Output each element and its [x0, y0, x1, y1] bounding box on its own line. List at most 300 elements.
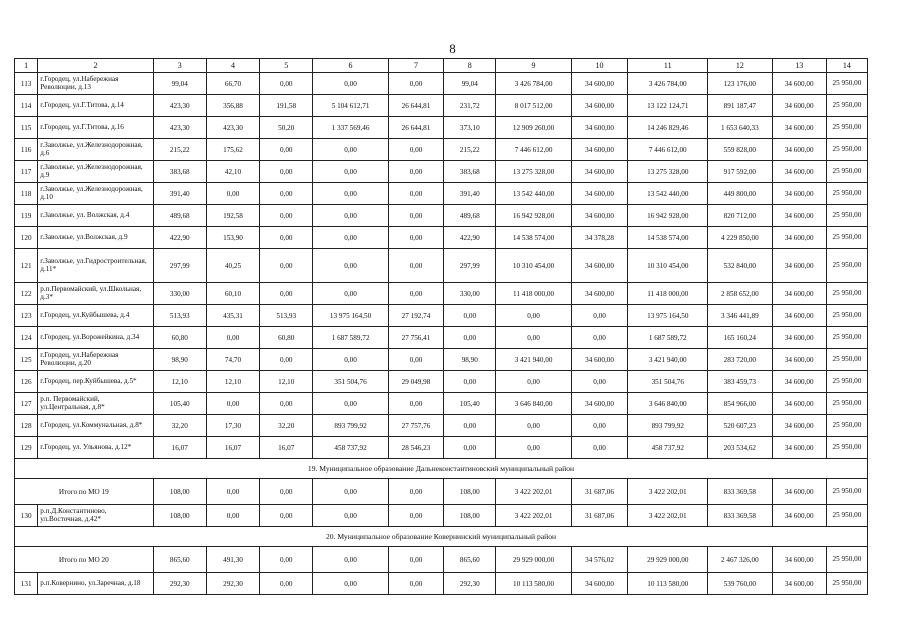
table-cell: 34 600,00	[772, 139, 826, 161]
total-label: Итого по МО 19	[15, 479, 154, 505]
address-cell: г.Городец, ул.Коммунальная, д.8*	[38, 415, 153, 437]
table-cell: 3 421 940,00	[496, 349, 571, 371]
column-header: 6	[313, 59, 388, 73]
table-cell: 108,00	[444, 479, 496, 505]
table-cell: 25 950,00	[826, 349, 867, 371]
table-cell: 0,00	[571, 371, 628, 393]
table-cell: 0,00	[313, 393, 388, 415]
table-cell: 0,00	[313, 249, 388, 283]
table-cell: 10 310 454,00	[628, 249, 708, 283]
table-cell: 3 421 940,00	[628, 349, 708, 371]
table-cell: 25 950,00	[826, 73, 867, 95]
table-cell: 105,40	[153, 393, 206, 415]
table-cell: 3 422 202,01	[496, 479, 571, 505]
table-cell: 423,30	[153, 117, 206, 139]
table-cell: 0,00	[260, 547, 313, 573]
address-cell: р.п.Первомайский, ул.Школьная, д.3*	[38, 283, 153, 305]
address-cell: г.Заволжье, ул.Гидростроительная, д.11*	[38, 249, 153, 283]
address-cell: г.Городец, ул. Ульянова, д.12*	[38, 437, 153, 459]
table-row	[15, 161, 868, 183]
column-header: 5	[260, 59, 313, 73]
table-cell: 0,00	[388, 547, 443, 573]
table-cell: 559 828,00	[708, 139, 772, 161]
table-cell: 0,00	[388, 227, 443, 249]
row-number: 115	[15, 117, 38, 139]
table-cell: 1 687 589,72	[313, 327, 388, 349]
table-cell: 0,00	[206, 327, 259, 349]
table-row	[15, 371, 868, 393]
row-number: 130	[15, 505, 38, 527]
address-cell: г.Заволжье, ул.Железнодорожная, д.6	[38, 139, 153, 161]
table-cell: 34 600,00	[772, 349, 826, 371]
table-cell: 0,00	[571, 327, 628, 349]
table-cell: 34 600,00	[571, 283, 628, 305]
table-cell: 491,30	[206, 547, 259, 573]
table-cell: 192,58	[206, 205, 259, 227]
table-cell: 0,00	[496, 437, 571, 459]
table-cell: 292,30	[206, 573, 259, 595]
table-cell: 0,00	[313, 349, 388, 371]
row-number: 122	[15, 283, 38, 305]
table-cell: 13 275 328,00	[628, 161, 708, 183]
table-cell: 423,30	[206, 117, 259, 139]
table-cell: 66,70	[206, 73, 259, 95]
table-cell: 423,30	[153, 95, 206, 117]
table-cell: 1 653 640,33	[708, 117, 772, 139]
table-cell: 3 646 840,00	[628, 393, 708, 415]
table-cell: 0,00	[388, 161, 443, 183]
table-row	[15, 505, 868, 527]
column-header: 12	[708, 59, 772, 73]
table-cell: 34 600,00	[772, 393, 826, 415]
table-cell: 532 840,00	[708, 249, 772, 283]
column-header: 9	[496, 59, 571, 73]
table-cell: 16,07	[206, 437, 259, 459]
table-cell: 10 113 580,00	[496, 573, 571, 595]
table-cell: 7 446 612,00	[496, 139, 571, 161]
address-cell: г.Заволжье, ул.Железнодорожная, д.10	[38, 183, 153, 205]
address-cell: г.Городец, ул.Г.Титова, д.14	[38, 95, 153, 117]
row-number: 123	[15, 305, 38, 327]
table-cell: 0,00	[260, 183, 313, 205]
table-cell: 31 687,06	[571, 479, 628, 505]
table-cell: 34 600,00	[772, 415, 826, 437]
table-cell: 34 600,00	[772, 227, 826, 249]
table-cell: 25 950,00	[826, 479, 867, 505]
table-cell: 0,00	[496, 415, 571, 437]
table-cell: 25 950,00	[826, 183, 867, 205]
table-cell: 34 600,00	[772, 505, 826, 527]
table-cell: 29 929 000,00	[496, 547, 571, 573]
table-cell: 0,00	[313, 183, 388, 205]
table-cell: 0,00	[313, 227, 388, 249]
address-cell: г.Городец, пер.Куйбышева, д.5*	[38, 371, 153, 393]
table-cell: 11 418 000,00	[496, 283, 571, 305]
table-cell: 108,00	[153, 479, 206, 505]
table-cell: 25 950,00	[826, 227, 867, 249]
table-cell: 0,00	[260, 249, 313, 283]
table-cell: 0,00	[260, 161, 313, 183]
row-number: 117	[15, 161, 38, 183]
column-header: 3	[153, 59, 206, 73]
table-cell: 833 369,58	[708, 479, 772, 505]
address-cell: г.Городец, ул.Куйбышева, д.4	[38, 305, 153, 327]
table-cell: 0,00	[444, 437, 496, 459]
table-cell: 854 966,00	[708, 393, 772, 415]
table-cell: 99,04	[153, 73, 206, 95]
table-cell: 0,00	[444, 327, 496, 349]
table-cell: 74,70	[206, 349, 259, 371]
table-cell: 865,60	[153, 547, 206, 573]
address-cell: г.Заволжье, ул. Волжская, д.4	[38, 205, 153, 227]
row-number: 131	[15, 573, 38, 595]
table-cell: 25 950,00	[826, 415, 867, 437]
table-cell: 34 600,00	[772, 283, 826, 305]
table-cell: 13 122 124,71	[628, 95, 708, 117]
table-cell: 383,68	[153, 161, 206, 183]
column-header: 10	[571, 59, 628, 73]
table-row	[15, 73, 868, 95]
table-cell: 422,90	[153, 227, 206, 249]
table-cell: 34 600,00	[772, 117, 826, 139]
table-cell: 108,00	[153, 505, 206, 527]
address-cell: г.Городец, ул.Г.Титова, д.16	[38, 117, 153, 139]
table-cell: 25 950,00	[826, 547, 867, 573]
table-cell: 34 600,00	[571, 205, 628, 227]
table-cell: 25 950,00	[826, 283, 867, 305]
table-cell: 1 337 569,46	[313, 117, 388, 139]
address-cell: г.Заволжье, ул.Волжская, д.9	[38, 227, 153, 249]
column-header: 13	[772, 59, 826, 73]
table-cell: 2 467 326,00	[708, 547, 772, 573]
table-cell: 292,30	[153, 573, 206, 595]
table-cell: 34 600,00	[772, 161, 826, 183]
table-cell: 330,00	[153, 283, 206, 305]
table-cell: 31 687,06	[571, 505, 628, 527]
table-cell: 0,00	[313, 573, 388, 595]
column-header: 4	[206, 59, 259, 73]
table-cell: 12,10	[206, 371, 259, 393]
address-cell: г.Городец, ул.Набережная Революции, д.20	[38, 349, 153, 371]
table-row	[15, 205, 868, 227]
table-cell: 8 017 512,00	[496, 95, 571, 117]
column-header: 11	[628, 59, 708, 73]
table-cell: 60,10	[206, 283, 259, 305]
table-cell: 3 426 784,00	[496, 73, 571, 95]
table-cell: 34 600,00	[571, 139, 628, 161]
table-cell: 0,00	[260, 205, 313, 227]
row-number: 121	[15, 249, 38, 283]
table-cell: 820 712,00	[708, 205, 772, 227]
table-cell: 391,40	[444, 183, 496, 205]
table-cell: 175,62	[206, 139, 259, 161]
table-cell: 0,00	[496, 371, 571, 393]
table-cell: 351 504,76	[628, 371, 708, 393]
column-header: 8	[444, 59, 496, 73]
table-cell: 60,80	[153, 327, 206, 349]
table-cell: 7 446 612,00	[628, 139, 708, 161]
table-cell: 98,90	[444, 349, 496, 371]
table-cell: 0,00	[496, 305, 571, 327]
table-cell: 0,00	[444, 305, 496, 327]
row-number: 119	[15, 205, 38, 227]
table-cell: 25 950,00	[826, 573, 867, 595]
table-cell: 25 950,00	[826, 393, 867, 415]
table-cell: 98,90	[153, 349, 206, 371]
table-cell: 12,10	[260, 371, 313, 393]
section-header-row	[15, 527, 868, 547]
table-cell: 34 600,00	[772, 73, 826, 95]
housing-table	[14, 58, 868, 595]
table-cell: 391,40	[153, 183, 206, 205]
table-cell: 351 504,76	[313, 371, 388, 393]
column-header: 1	[15, 59, 38, 73]
table-cell: 893 799,92	[628, 415, 708, 437]
table-cell: 16 942 928,00	[496, 205, 571, 227]
table-cell: 50,20	[260, 117, 313, 139]
table-cell: 0,00	[388, 183, 443, 205]
table-cell: 16,07	[153, 437, 206, 459]
table-cell: 422,90	[444, 227, 496, 249]
table-cell: 34 600,00	[772, 95, 826, 117]
table-cell: 513,93	[260, 305, 313, 327]
table-cell: 0,00	[313, 547, 388, 573]
table-row	[15, 437, 868, 459]
table-row	[15, 327, 868, 349]
column-header: 14	[826, 59, 867, 73]
table-row	[15, 283, 868, 305]
table-cell: 458 737,92	[313, 437, 388, 459]
table-cell: 34 600,00	[571, 573, 628, 595]
table-cell: 13 975 164,50	[313, 305, 388, 327]
table-cell: 25 950,00	[826, 117, 867, 139]
row-number: 128	[15, 415, 38, 437]
table-row	[15, 227, 868, 249]
table-cell: 108,00	[444, 505, 496, 527]
row-number: 114	[15, 95, 38, 117]
table-cell: 2 858 652,00	[708, 283, 772, 305]
table-cell: 34 600,00	[772, 479, 826, 505]
table-cell: 25 950,00	[826, 305, 867, 327]
table-cell: 0,00	[496, 327, 571, 349]
table-cell: 29 049,98	[388, 371, 443, 393]
table-cell: 11 418 000,00	[628, 283, 708, 305]
column-header-row	[15, 59, 868, 73]
table-cell: 34 600,00	[772, 249, 826, 283]
table-cell: 215,22	[153, 139, 206, 161]
table-cell: 153,90	[206, 227, 259, 249]
table-cell: 893 799,92	[313, 415, 388, 437]
address-cell: г.Городец, ул.Ворожейкина, д.34	[38, 327, 153, 349]
table-cell: 25 950,00	[826, 327, 867, 349]
table-cell: 283 720,00	[708, 349, 772, 371]
table-cell: 0,00	[388, 205, 443, 227]
table-cell: 0,00	[388, 73, 443, 95]
table-cell: 34 600,00	[571, 349, 628, 371]
table-cell: 0,00	[388, 139, 443, 161]
table-cell: 917 592,00	[708, 161, 772, 183]
table-row	[15, 415, 868, 437]
table-cell: 0,00	[313, 479, 388, 505]
table-cell: 32,20	[260, 415, 313, 437]
table-cell: 10 113 580,00	[628, 573, 708, 595]
table-cell: 16,07	[260, 437, 313, 459]
table-cell: 489,68	[153, 205, 206, 227]
table-cell: 0,00	[388, 249, 443, 283]
table-cell: 0,00	[313, 283, 388, 305]
table-cell: 34 600,00	[571, 249, 628, 283]
table-cell: 0,00	[388, 573, 443, 595]
table-cell: 99,04	[444, 73, 496, 95]
table-cell: 27 192,74	[388, 305, 443, 327]
table-cell: 0,00	[388, 283, 443, 305]
table-row	[15, 573, 868, 595]
table-cell: 34 600,00	[571, 161, 628, 183]
table-cell: 0,00	[313, 205, 388, 227]
table-cell: 865,60	[444, 547, 496, 573]
table-row	[15, 305, 868, 327]
table-cell: 3 422 202,01	[496, 505, 571, 527]
table-row	[15, 117, 868, 139]
table-row	[15, 95, 868, 117]
table-row	[15, 349, 868, 371]
table-cell: 489,68	[444, 205, 496, 227]
table-cell: 32,20	[153, 415, 206, 437]
table-cell: 0,00	[571, 305, 628, 327]
table-cell: 0,00	[444, 371, 496, 393]
table-cell: 0,00	[260, 479, 313, 505]
table-cell: 0,00	[444, 415, 496, 437]
table-cell: 34 600,00	[772, 437, 826, 459]
row-number: 129	[15, 437, 38, 459]
table-cell: 34 600,00	[772, 371, 826, 393]
address-cell: р.п.Д.Константиново, ул.Восточная, д.42*	[38, 505, 153, 527]
table-cell: 13 542 440,00	[496, 183, 571, 205]
table-cell: 0,00	[313, 73, 388, 95]
section-title: 19. Муниципальное образование Дальнеконстантиновский муниципальный район	[15, 459, 868, 479]
table-cell: 25 950,00	[826, 205, 867, 227]
table-cell: 165 160,24	[708, 327, 772, 349]
table-cell: 231,72	[444, 95, 496, 117]
row-number: 124	[15, 327, 38, 349]
table-cell: 34 600,00	[772, 327, 826, 349]
table-cell: 25 950,00	[826, 437, 867, 459]
table-cell: 34 600,00	[571, 73, 628, 95]
table-cell: 14 538 574,00	[496, 227, 571, 249]
table-cell: 215,22	[444, 139, 496, 161]
table-cell: 0,00	[313, 139, 388, 161]
table-cell: 0,00	[206, 393, 259, 415]
address-cell: р.п. Первомайский, ул.Центральная, д.8*	[38, 393, 153, 415]
table-cell: 203 534,62	[708, 437, 772, 459]
table-cell: 12 909 260,00	[496, 117, 571, 139]
table-cell: 25 950,00	[826, 139, 867, 161]
table-cell: 0,00	[206, 183, 259, 205]
table-cell: 13 542 440,00	[628, 183, 708, 205]
table-cell: 297,99	[444, 249, 496, 283]
table-cell: 27 756,41	[388, 327, 443, 349]
table-cell: 4 229 850,00	[708, 227, 772, 249]
table-cell: 513,93	[153, 305, 206, 327]
table-cell: 3 422 202,01	[628, 479, 708, 505]
table-cell: 26 644,81	[388, 117, 443, 139]
table-cell: 34 600,00	[571, 117, 628, 139]
row-number: 120	[15, 227, 38, 249]
table-cell: 458 737,92	[628, 437, 708, 459]
table-cell: 297,99	[153, 249, 206, 283]
table-cell: 14 246 829,46	[628, 117, 708, 139]
table-cell: 123 176,00	[708, 73, 772, 95]
table-cell: 0,00	[571, 415, 628, 437]
table-cell: 833 369,58	[708, 505, 772, 527]
table-cell: 34 600,00	[772, 573, 826, 595]
row-number: 116	[15, 139, 38, 161]
table-cell: 449 800,00	[708, 183, 772, 205]
table-cell: 292,30	[444, 573, 496, 595]
table-row	[15, 249, 868, 283]
table-cell: 34 600,00	[772, 547, 826, 573]
table-cell: 1 687 589,72	[628, 327, 708, 349]
address-cell: г.Городец, ул.Набережная Революции, д.13	[38, 73, 153, 95]
table-cell: 13 275 328,00	[496, 161, 571, 183]
row-number: 127	[15, 393, 38, 415]
table-cell: 0,00	[206, 479, 259, 505]
table-cell: 34 600,00	[772, 183, 826, 205]
table-cell: 40,25	[206, 249, 259, 283]
table-cell: 25 950,00	[826, 161, 867, 183]
table-cell: 17,30	[206, 415, 259, 437]
table-cell: 0,00	[260, 393, 313, 415]
table-row	[15, 183, 868, 205]
table-cell: 0,00	[260, 73, 313, 95]
table-row	[15, 393, 868, 415]
address-cell: г.Заволжье, ул.Железнодорожная, д.9	[38, 161, 153, 183]
column-header: 7	[388, 59, 443, 73]
table-cell: 34 600,00	[772, 205, 826, 227]
table-cell: 14 538 574,00	[628, 227, 708, 249]
table-cell: 0,00	[388, 479, 443, 505]
table-cell: 0,00	[388, 393, 443, 415]
table-cell: 34 600,00	[571, 183, 628, 205]
table-cell: 3 422 202,01	[628, 505, 708, 527]
table-cell: 34 576,02	[571, 547, 628, 573]
total-label: Итого по МО 20	[15, 547, 154, 573]
table-cell: 34 600,00	[772, 305, 826, 327]
table-cell: 383,68	[444, 161, 496, 183]
table-cell: 891 187,47	[708, 95, 772, 117]
table-cell: 42,10	[206, 161, 259, 183]
table-cell: 28 546,23	[388, 437, 443, 459]
table-cell: 539 760,00	[708, 573, 772, 595]
table-cell: 5 104 612,71	[313, 95, 388, 117]
column-header: 2	[38, 59, 153, 73]
row-number: 126	[15, 371, 38, 393]
table-cell: 0,00	[260, 349, 313, 371]
table-cell: 16 942 928,00	[628, 205, 708, 227]
total-row	[15, 547, 868, 573]
table-cell: 25 950,00	[826, 505, 867, 527]
table-cell: 383 459,73	[708, 371, 772, 393]
table-cell: 0,00	[260, 227, 313, 249]
address-cell: р.п.Ковернино, ул.Заречная, д.18	[38, 573, 153, 595]
row-number: 125	[15, 349, 38, 371]
table-cell: 0,00	[260, 139, 313, 161]
table-cell: 373,10	[444, 117, 496, 139]
table-cell: 3 426 784,00	[628, 73, 708, 95]
table-cell: 25 950,00	[826, 95, 867, 117]
table-cell: 0,00	[206, 505, 259, 527]
table-cell: 26 644,81	[388, 95, 443, 117]
